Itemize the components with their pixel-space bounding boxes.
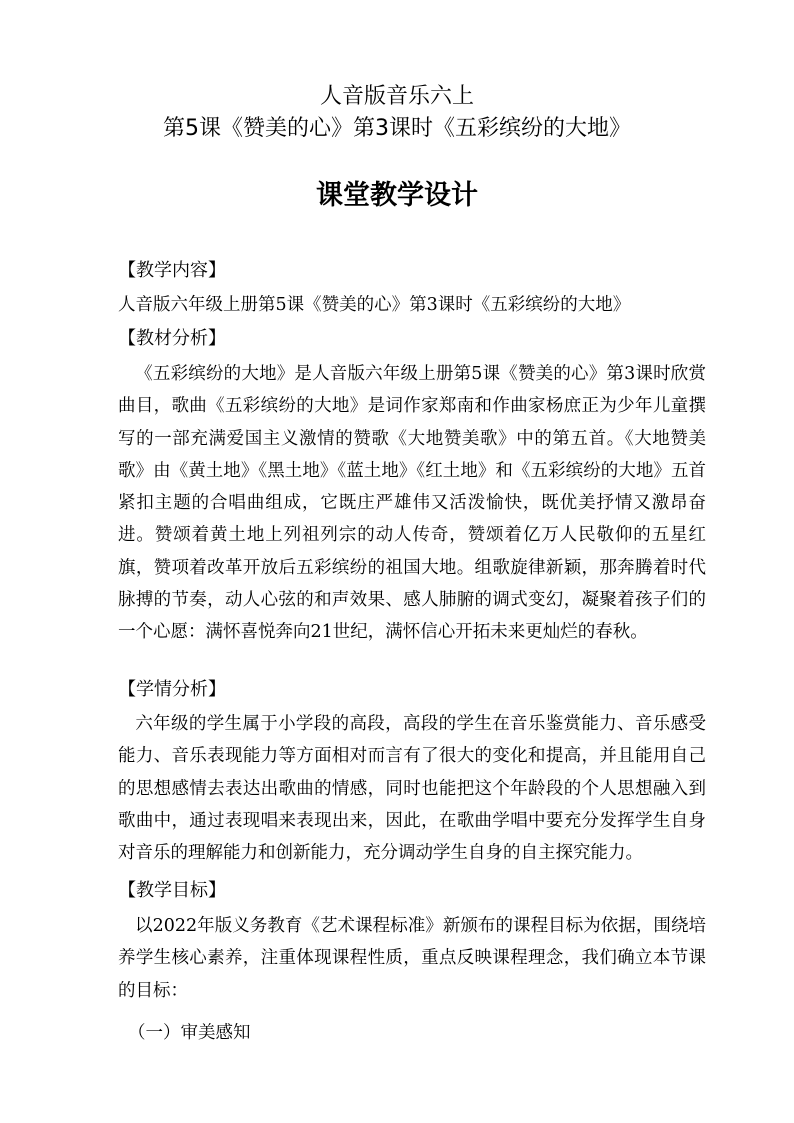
section-heading-students: 【学情分析】 [118, 679, 226, 700]
content-text: 人音版六年级上册第5课《赞美的心》第3课时《五彩缤纷的大地》 [118, 295, 631, 315]
goals-paragraph [118, 910, 706, 1007]
students-text: 六年级的学生属于小学段的高段，高段的学生在音乐鉴赏能力、音乐感受能力、音乐表现能力等方面相对而言有了很大的变化和提高，并且能用自己的思想感情去表达出歌曲的情感，同时也能把这个年龄段的个人思想融入到歌曲中，通过表现唱来表现出来，因此，在歌曲学唱中要充分发挥学生自身对音乐的理解能力和创新能力，充分调动学生自身的自主探究能力。 [118, 714, 706, 864]
subsection-aesthetic: （一）审美感知 [128, 1023, 251, 1043]
material-text: 《五彩缤纷的大地》是人音版六年级上册第5课《赞美的心》第3课时欣赏曲目，歌曲《五彩缤纷的大地》是词作家郑南和作曲家杨庶正为少年儿童撰写的一部充满爱国主义激情的赞歌《大地赞美歌》中的第五首。《大地赞美歌》由《黄土地》《黑土地》《蓝土地》《红土地》和《五彩缤纷的大地》五首紧扣主题的合唱曲组成，它既庄严雄伟又活泼愉快，既优美抒情又激昂奋进。赞颂着黄土地上列祖列宗的动人传奇，赞颂着亿万人民敬仰的五星红旗，赞项着改革开放后五彩缤纷的祖国大地。组歌旋律新颖，那奔腾着时代脉搏的节奏，动人心弦的和声效果、感人肺腑的调式变幻，凝聚着孩子们的一个心愿：满怀喜悦奔向21世纪，满怀信心开拓未来更灿烂的春秋。 [118, 364, 706, 643]
course-title: 人音版音乐六上 [319, 84, 474, 109]
section-heading-goals: 【教学目标】 [118, 880, 226, 901]
students-paragraph [118, 708, 706, 869]
section-heading-content: 【教学内容】 [118, 260, 226, 281]
material-paragraph [118, 358, 706, 649]
document-title: 课堂教学设计 [316, 180, 478, 211]
section-heading-material: 【教材分析】 [118, 328, 226, 349]
goals-text: 以2022年版义务教育《艺术课程标准》新颁布的课程目标为依据，围绕培养学生核心素养，注重体现课程性质，重点反映课程理念，我们确立本节课的目标： [118, 916, 706, 1001]
lesson-title: 第5课《赞美的心》第3课时《五彩缤纷的大地》 [163, 116, 631, 141]
